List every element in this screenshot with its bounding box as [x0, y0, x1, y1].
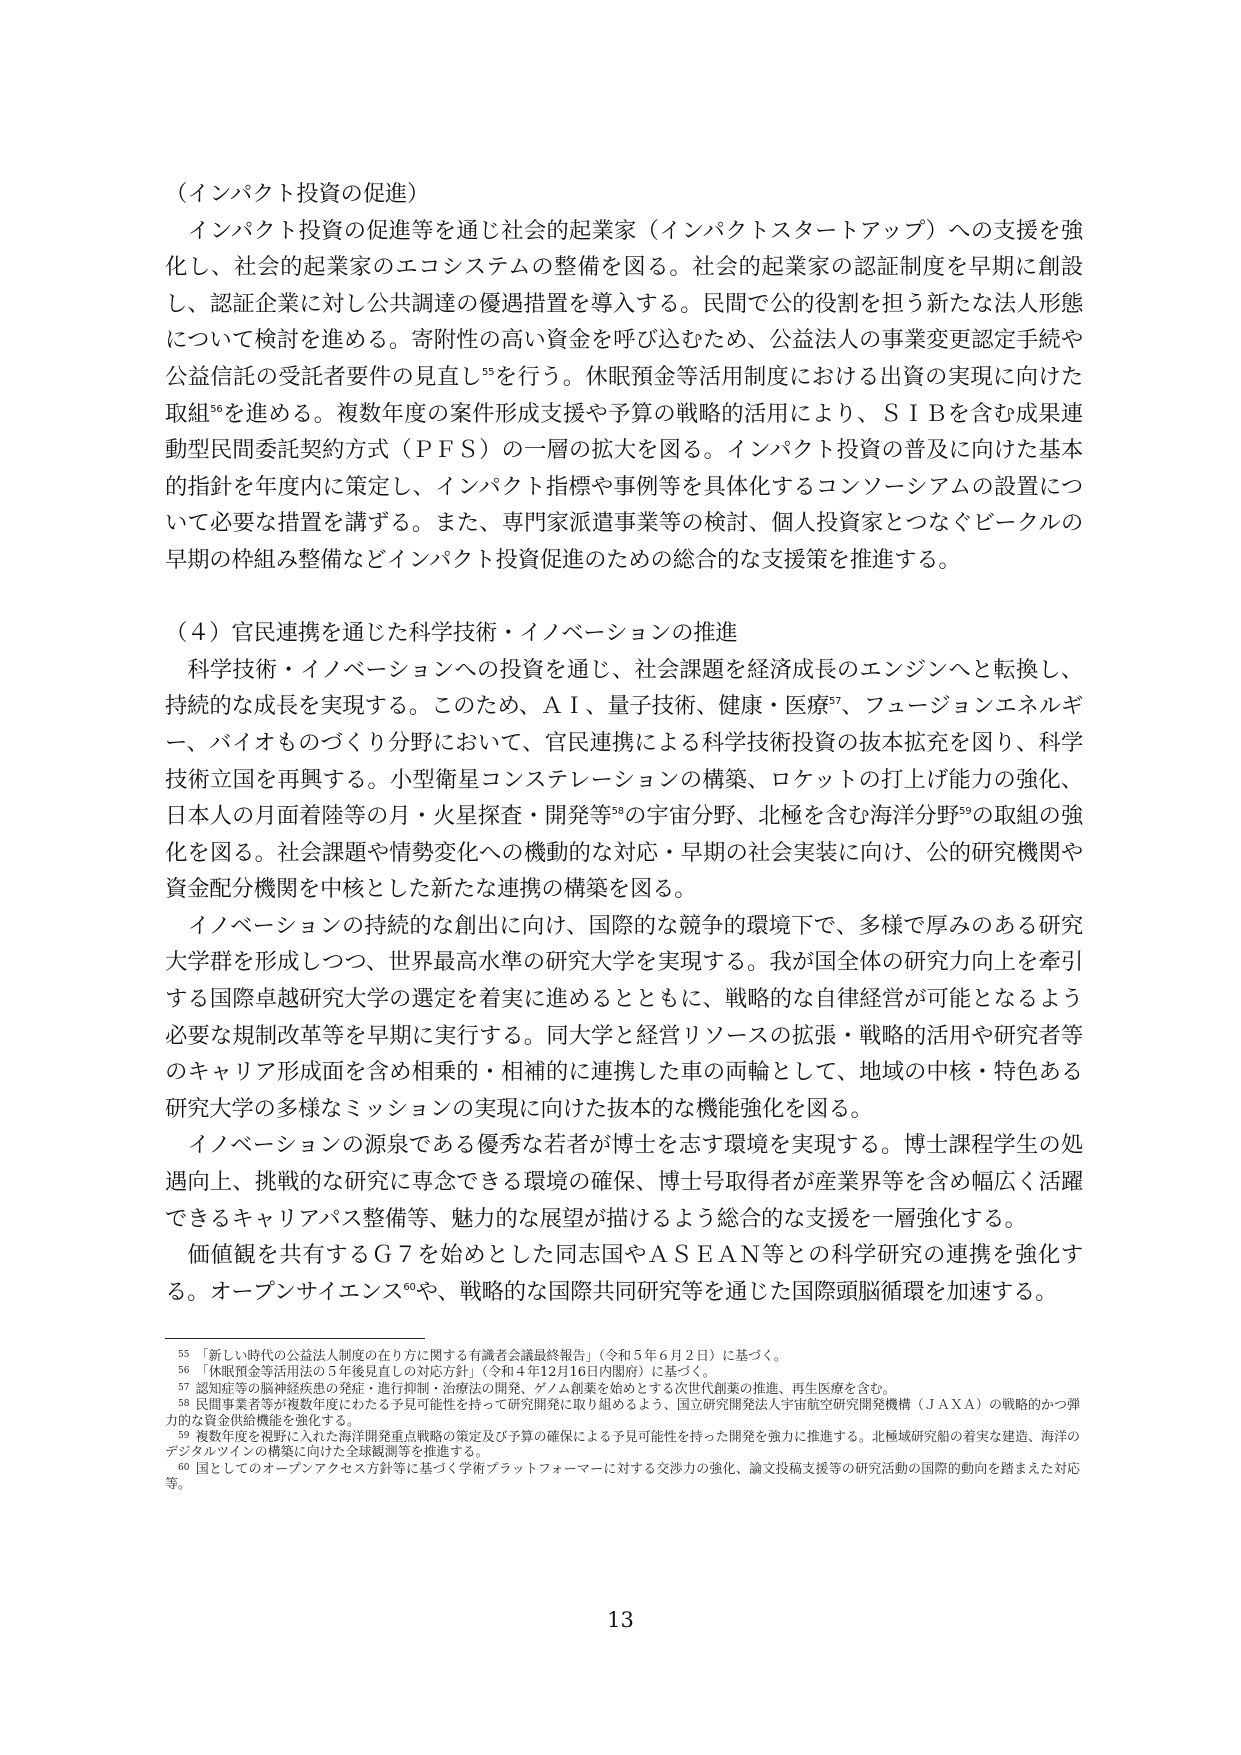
footnote-text: 民間事業者等が複数年度にわたる予見可能性を持って研究開発に取り組めるよう、国立研究開発法人宇宙航空研究開発機構（ＪＡＸＡ）の戦略的かつ弾力的な資金供給機能を強化する。 — [165, 1398, 1080, 1429]
footnote-ref[interactable]: 57 — [829, 696, 842, 708]
footnote-text: 「新しい時代の公益法人制度の在り方に関する有識者会議最終報告」（令和５年６月２日）に基づく。 — [195, 1349, 787, 1364]
paragraph-text: 、フュージョンエネルギー、バイオものづくり分野において、官民連携による科学技術投資の抜本拡充を図り、科学技術立国を再興する。小型衛星コンステレーションの構築、ロケットの打上げ能力の強化、日本人の月面着陸等の月・火星探査・開発等 — [165, 693, 1084, 830]
footnote-ref[interactable]: 59 — [959, 806, 972, 818]
main-text — [165, 176, 1083, 1310]
page-number: 13 — [607, 1608, 634, 1632]
science-innovation-heading: （４）官民連携を通じた科学技術・イノベーションの推進 — [165, 620, 738, 647]
footnote — [165, 1364, 1080, 1380]
footnote-number: 57 — [178, 1382, 190, 1393]
footnote-ref[interactable]: 55 — [482, 366, 495, 378]
impact-investment-paragraph — [165, 213, 1083, 579]
paragraph-text: 科学技術・イノベーションへの投資を通じ、社会課題を経済成長のエンジンへと転換し、持続的な成長を実現する。このため、ＡＩ、量子技術、健康・医療 — [165, 656, 1083, 720]
paragraph-text: を行う。休眠預金等活用制度における出資の実現に向けた取組 — [165, 363, 1084, 427]
impact-investment-heading: （インパクト投資の促進） — [165, 181, 430, 207]
footnote-number: 59 — [178, 1431, 190, 1442]
footnote-text: 認知症等の脳神経疾患の発症・進行抑制・治療法の開発、ゲノム創薬を始めとする次世代創薬の推進、再生医療を含む。 — [195, 1381, 896, 1397]
science-paragraph-3: イノベーションの源泉である優秀な若者が博士を志す環境を実現する。博士課程学生の処遇向上、挑戦的な研究に専念できる環境の確保、博士号取得者が産業界等を含め幅広く活躍できるキャリアパス整備等、魅力的な展望が描けるよう総合的な支援を一層強化する。 — [165, 1132, 1083, 1232]
footnote-text: 国としてのオープンアクセス方針等に基づく学術プラットフォーマーに対する交渉力の強化、論文投稿支援等の研究活動の国際的動向を踏まえた対応等。 — [165, 1461, 1080, 1493]
footnote — [165, 1397, 1080, 1429]
footnote — [165, 1429, 1080, 1461]
footnote-ref[interactable]: 60 — [403, 1281, 416, 1293]
footnote-number: 58 — [178, 1399, 190, 1410]
paragraph-text: の取組の強化を図る。社会課題や情勢変化への機動的な対応・早期の社会実装に向け、公的研究機関や資金配分機関を中核とした新たな連携の構築を図る。 — [165, 803, 1084, 903]
paragraph-text: を進める。複数年度の案件形成支援や予算の戦略的活用により、ＳＩＢを含む成果連動型民間委託契約方式（ＰＦＳ）の一層の拡大を図る。インパクト投資の普及に向けた基本的指針を年度内に策定し、インパクト指標や事例等を具体化するコンソーシアムの設置について必要な措置を講ずる。また、専門家派遣事業等の検討、個人投資家とつなぐビークルの早期の枠組み整備などインパクト投資促進のための総合的な支援策を推進する。 — [165, 400, 1084, 573]
section-spacer — [165, 579, 1083, 616]
footnote-ref[interactable]: 56 — [210, 403, 223, 415]
science-paragraph-1 — [165, 652, 1083, 908]
paragraph-text: インパクト投資の促進等を通じ社会的起業家（インパクトスタートアップ）への支援を強化し、社会的起業家のエコシステムの整備を図る。社会的起業家の認証制度を早期に創設し、認証企業に対し公共調達の優遇措置を導入する。民間で公的役割を担う新たな法人形態について検討を進める。寄附性の高い資金を呼び込むため、公益法人の事業変更認定手続や公益信託の受託者要件の見直し — [165, 217, 1083, 390]
footnote-text: 複数年度を視野に入れた海洋開発重点戦略の策定及び予算の確保による予見可能性を持った開発を強力に推進する。北極域研究船の着実な建造、海洋のデジタルツインの構築に向けた全球観測等を推進する。 — [165, 1430, 1080, 1461]
paragraph-text: の宇宙分野、北極を含む海洋分野 — [623, 803, 960, 830]
science-paragraph-4 — [165, 1237, 1083, 1310]
footnote — [165, 1348, 1080, 1364]
footnote-number: 55 — [178, 1350, 190, 1360]
paragraph-text: 価値観を共有するＧ７を始めとした同志国やＡＳＥＡＮ等との科学研究の連携を強化する。オープンサイエンス — [165, 1242, 1083, 1305]
footnote-number: 56 — [178, 1366, 190, 1377]
footnote — [165, 1381, 1080, 1397]
footnote-separator — [165, 1338, 425, 1339]
footnote — [165, 1461, 1080, 1493]
footnote-number: 60 — [178, 1462, 190, 1473]
footnote-ref[interactable]: 58 — [611, 806, 624, 818]
science-paragraph-2: イノベーションの持続的な創出に向け、国際的な競争的環境下で、多様で厚みのある研究大学群を形成しつつ、世界最高水準の研究大学を実現する。我が国全体の研究力向上を牽引する国際卓越研究大学の選定を着実に進めるとともに、戦略的な自律経営が可能となるよう必要な規制改革等を早期に実行する。同大学と経営リソースの拡張・戦略的活用や研究者等のキャリア形成面を含め相乗的・相補的に連携した車の両輪として、地域の中核・特色ある研究大学の多様なミッションの実現に向けた抜本的な機能強化を図る。 — [165, 912, 1083, 1122]
footnotes — [165, 1348, 1080, 1493]
footnote-text: 「休眠預金等活用法の５年後見直しの対応方針」（令和４年12月16日内閣府）に基づく。 — [195, 1365, 716, 1381]
paragraph-text: や、戦略的な国際共同研究等を通じた国際頭脳循環を加速する。 — [415, 1278, 1058, 1305]
